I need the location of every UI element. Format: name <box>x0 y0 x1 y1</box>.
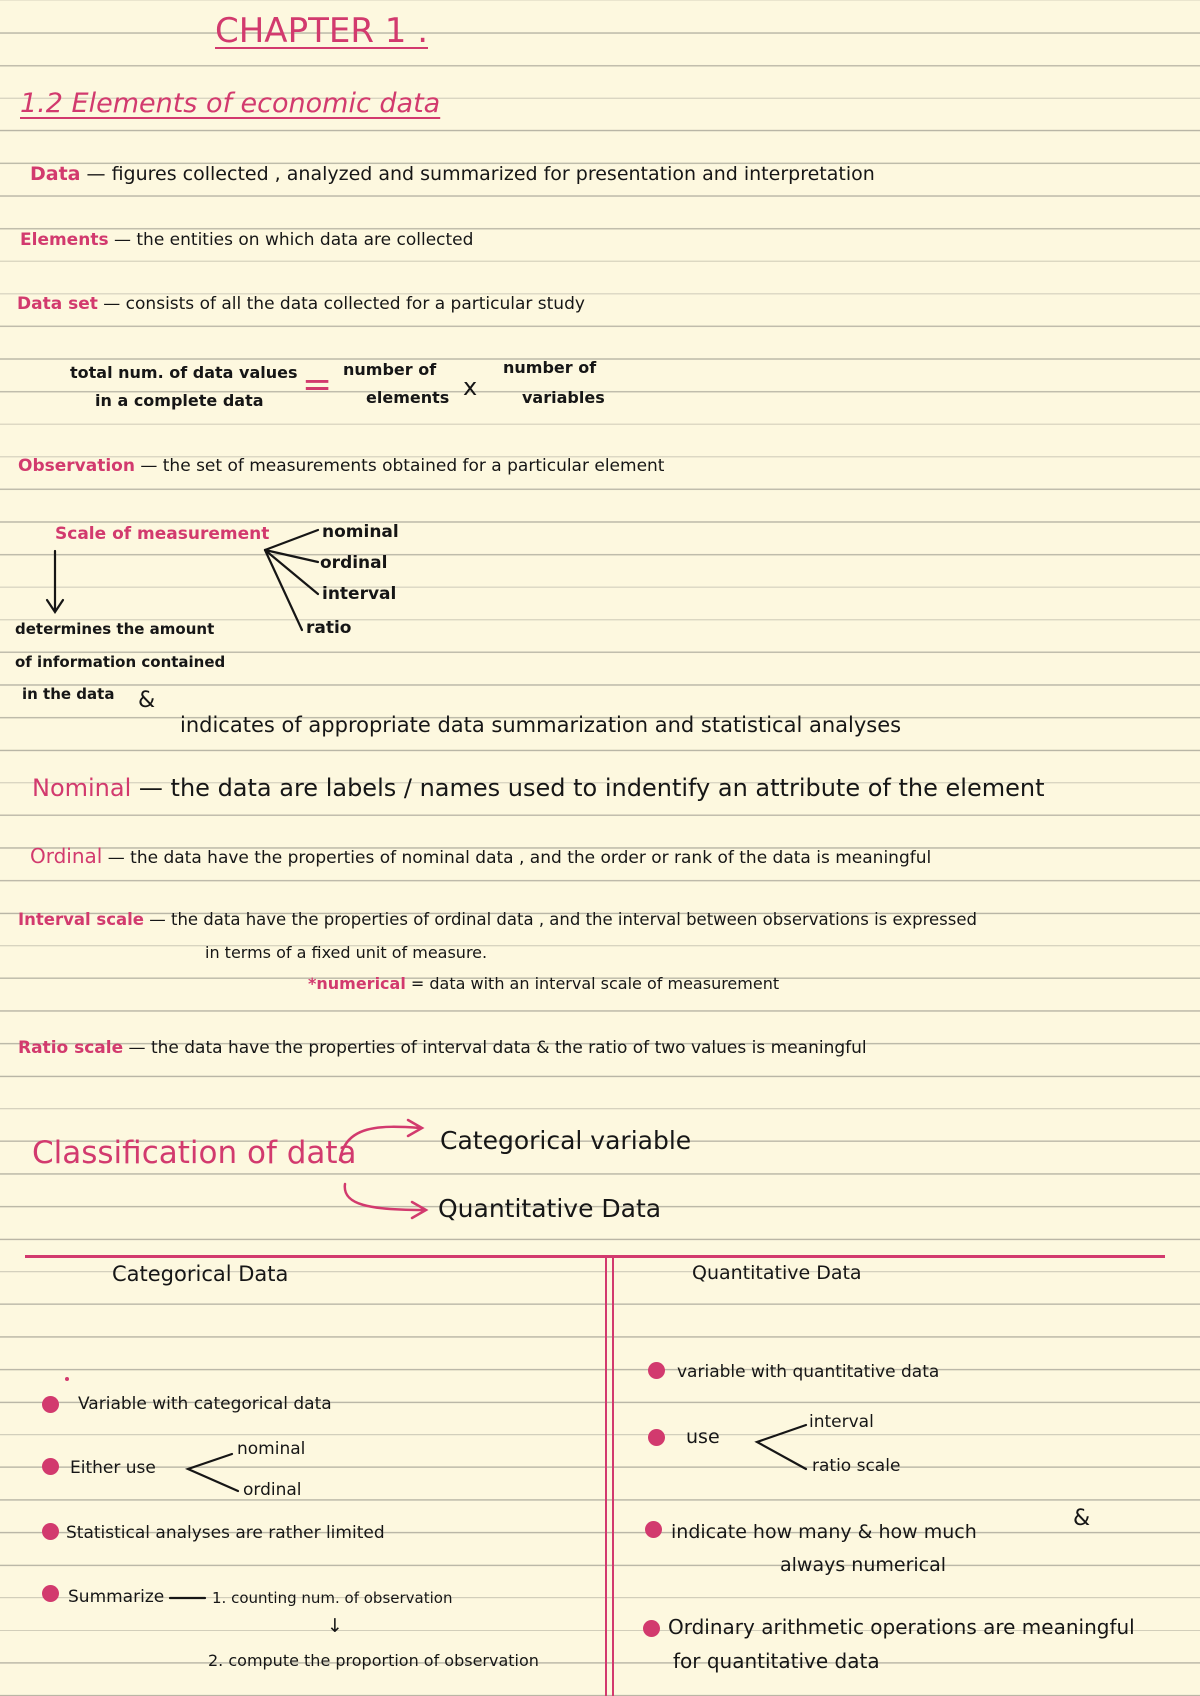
section-heading: 1.2 Elements of economic data <box>20 88 441 119</box>
interval-def-line1: — the data have the properties of ordinal data , and the interval between observations is expressed <box>149 910 977 929</box>
quantitative-point-3-amp: & <box>1073 1506 1091 1531</box>
formula-times: x <box>463 373 478 401</box>
data-term: Data <box>30 163 81 185</box>
scale-branch-line-ratio <box>265 550 302 630</box>
categorical-point-2-nominal: nominal <box>237 1439 306 1459</box>
bullet-dot <box>42 1523 59 1540</box>
quantitative-point-2-interval: interval <box>809 1412 874 1432</box>
quantitative-point-4-line1: Ordinary arithmetic operations are meaningful <box>668 1615 1135 1639</box>
interval-definition <box>18 912 977 929</box>
dataset-definition <box>17 296 585 313</box>
classification-title: Classification of data <box>32 1135 357 1171</box>
formula-factor2-line1: number of <box>503 358 597 377</box>
ratio-definition <box>18 1040 867 1057</box>
nominal-term: Nominal <box>32 774 132 802</box>
scale-branch-interval: interval <box>322 584 397 604</box>
ordinal-term: Ordinal <box>30 844 103 868</box>
table-header-quantitative: Quantitative Data <box>692 1262 862 1284</box>
categorical-point-4-step2: 2. compute the proportion of observation <box>208 1651 539 1670</box>
scale-note-line3: in the data <box>22 685 115 703</box>
table-divider-b <box>612 1258 614 1696</box>
numerical-term: *numerical <box>308 974 406 993</box>
formula-lhs-line1: total num. of data values <box>70 363 298 382</box>
categorical-point-1: Variable with categorical data <box>78 1394 332 1414</box>
categorical-point-2: Either use <box>70 1458 156 1478</box>
elements-definition <box>20 232 473 249</box>
bullet-dot <box>648 1429 665 1446</box>
classification-branch-quantitative: Quantitative Data <box>438 1194 662 1223</box>
scale-branch-line-ordinal <box>265 550 318 562</box>
scale-indicates: indicates of appropriate data summarization and statistical analyses <box>180 713 902 737</box>
elements-term: Elements <box>20 230 109 250</box>
scale-note-line2: of information contained <box>15 653 226 671</box>
scale-branch-line-interval <box>265 550 318 594</box>
scale-branch-ratio: ratio <box>306 618 352 638</box>
dataset-term: Data set <box>17 294 98 314</box>
quantitative-use-bracket <box>757 1425 806 1469</box>
data-def: — figures collected , analyzed and summarized for presentation and interpretation <box>86 163 875 185</box>
observation-term: Observation <box>18 456 135 476</box>
nominal-def: — the data are labels / names used to indentify an attribute of the element <box>138 774 1045 802</box>
categorical-point-2-ordinal: ordinal <box>243 1480 302 1500</box>
categorical-point-3: Statistical analyses are rather limited <box>66 1523 385 1543</box>
table-divider-a <box>605 1258 607 1696</box>
classification-branch-categorical: Categorical variable <box>440 1126 692 1155</box>
interval-term: Interval scale <box>18 910 144 929</box>
ratio-def: — the data have the properties of interval data & the ratio of two values is meaningful <box>128 1038 867 1058</box>
ordinal-def: — the data have the properties of nominal data , and the order or rank of the data is meaningful <box>107 848 932 868</box>
bullet-dot <box>648 1362 665 1379</box>
observation-definition <box>18 458 664 475</box>
formula-factor1-line2: elements <box>366 388 450 407</box>
bullet-dot <box>42 1585 59 1602</box>
stray-dot <box>65 1377 69 1381</box>
quantitative-point-3-line1: indicate how many & how much <box>671 1521 977 1543</box>
scale-note-line1: determines the amount <box>15 620 215 638</box>
scale-note-amp: & <box>138 688 156 713</box>
formula-lhs-line2: in a complete data <box>95 391 264 410</box>
formula-factor2-line2: variables <box>522 388 605 407</box>
numerical-note <box>308 976 779 992</box>
quantitative-point-2: use <box>686 1426 720 1448</box>
categorical-point-4-step1: 1. counting num. of observation <box>212 1589 453 1607</box>
scale-title: Scale of measurement <box>55 524 270 544</box>
bullet-dot <box>42 1458 59 1475</box>
scale-branch-line-nominal <box>265 530 318 550</box>
scale-branch-nominal: nominal <box>322 522 399 542</box>
chapter-title: CHAPTER 1 . <box>215 11 428 51</box>
bullet-dot <box>42 1396 59 1413</box>
interval-def-line2: in terms of a fixed unit of measure. <box>205 943 488 962</box>
classification-arrow-bottom <box>345 1184 426 1218</box>
bullet-dot <box>645 1521 662 1538</box>
ratio-term: Ratio scale <box>18 1038 124 1058</box>
scale-down-arrow <box>47 551 63 612</box>
formula-equals: = <box>302 364 333 405</box>
quantitative-point-1: variable with quantitative data <box>677 1362 940 1382</box>
table-header-categorical: Categorical Data <box>112 1262 289 1286</box>
observation-def: — the set of measurements obtained for a particular element <box>140 456 665 476</box>
categorical-point-4: Summarize <box>68 1587 165 1607</box>
quantitative-point-3-line2: always numerical <box>780 1554 947 1576</box>
quantitative-point-2-ratio: ratio scale <box>812 1456 901 1476</box>
formula-factor1-line1: number of <box>343 360 437 379</box>
table-top-rule <box>25 1255 1165 1258</box>
dataset-def: — consists of all the data collected for a particular study <box>103 294 585 314</box>
categorical-point-4-arrow: ↓ <box>327 1615 343 1637</box>
quantitative-point-4-line2: for quantitative data <box>673 1649 880 1673</box>
scale-branch-ordinal: ordinal <box>320 553 388 573</box>
elements-def: — the entities on which data are collected <box>113 230 474 250</box>
nominal-definition <box>32 776 1044 800</box>
data-definition <box>30 165 875 184</box>
numerical-def: = data with an interval scale of measurement <box>410 974 780 993</box>
bullet-dot <box>643 1620 660 1637</box>
ordinal-definition <box>30 846 931 867</box>
categorical-either-bracket <box>188 1454 238 1491</box>
